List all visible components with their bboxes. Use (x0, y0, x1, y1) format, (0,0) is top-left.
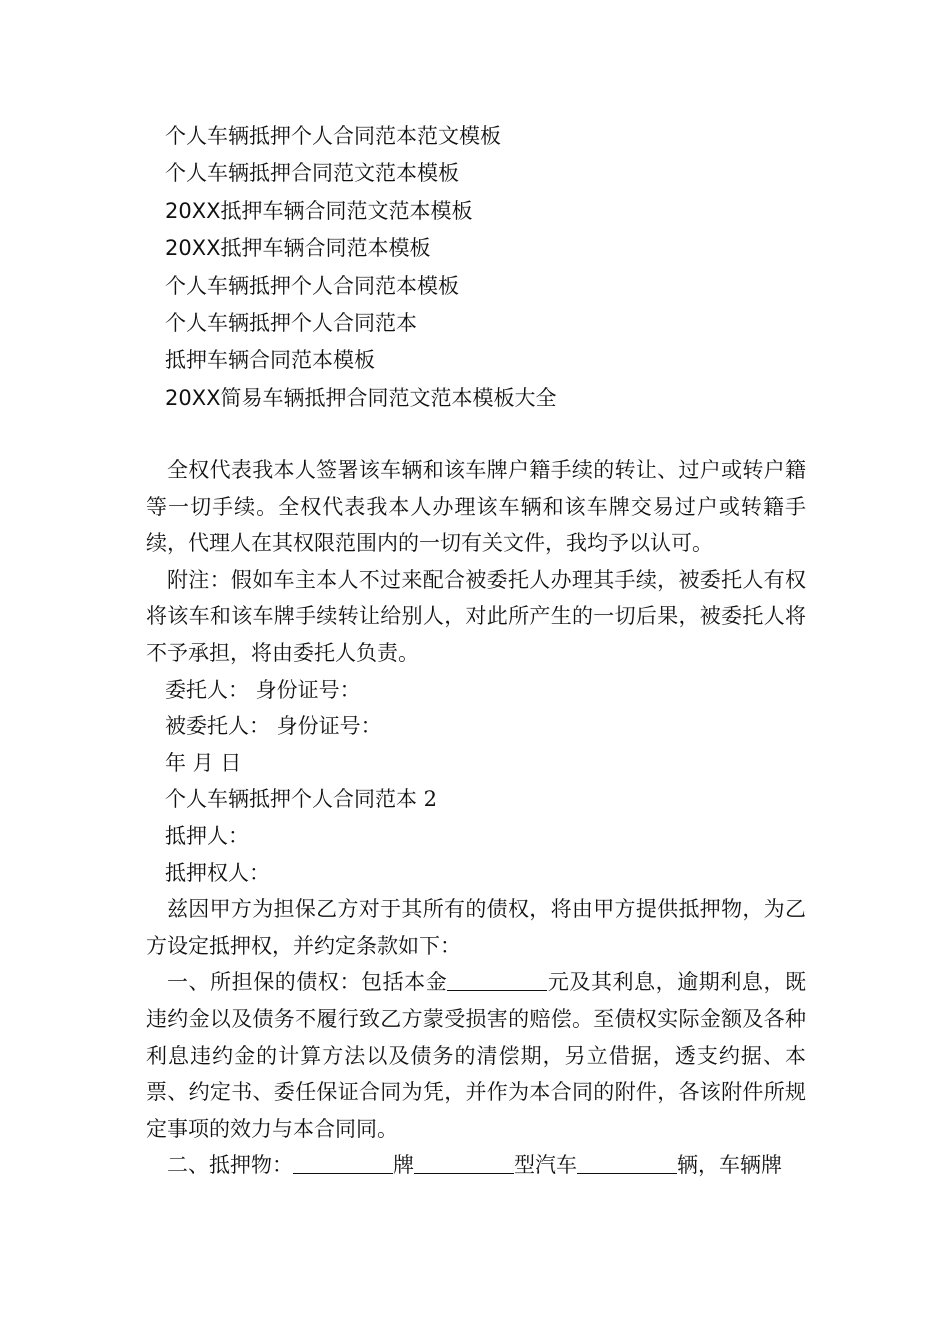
related-link[interactable]: 个人车辆抵押个人合同范本模板 (165, 273, 459, 298)
blank-field (447, 969, 547, 991)
paragraph-clause-2 (146, 1147, 806, 1184)
paragraph-preamble: 兹因甲方为担保乙方对于其所有的债权，将由甲方提供抵押物，为乙方设定抵押权，并约定条款如下： (146, 897, 806, 958)
related-link[interactable]: 20XX简易车辆抵押合同范文范本模板大全 (165, 385, 557, 410)
paragraph-note: 附注：假如车主本人不过来配合被委托人办理其手续，被委托人有权将该车和该车牌手续转让给别人，对此所产生的一切后果，被委托人将不予承担，将由委托人负责。 (146, 567, 806, 665)
mortgagee-line: 抵押权人： (165, 860, 270, 885)
mortgagor-line: 抵押人： (165, 823, 249, 848)
paragraph-clause-1 (146, 964, 806, 1147)
document-body (146, 452, 806, 1184)
blank-field (293, 1152, 393, 1174)
date-line: 年 月 日 (165, 750, 242, 775)
related-link[interactable]: 20XX抵押车辆合同范本模板 (165, 236, 431, 261)
related-link[interactable]: 抵押车辆合同范本模板 (165, 348, 375, 373)
related-link[interactable]: 个人车辆抵押合同范文范本模板 (165, 161, 459, 186)
clause-2-text-a: 二、抵押物： (167, 1153, 293, 1178)
clause-2-text-b: 牌 (393, 1153, 414, 1178)
related-link[interactable]: 个人车辆抵押个人合同范本 (165, 310, 417, 335)
clause-2-text-c: 型汽车 (514, 1153, 577, 1178)
clause-1-text-b: 元及其利息，逾期利息，既违约金以及债务不履行致乙方蒙受损害的赔偿。至债权实际金额及各种利息违约金的计算方法以及债务的清偿期，另立借据，透支约据、本票、约定书、委任保证合同为凭，并作为本合同的附件，各该附件所规定事项的效力与本合同同。 (146, 970, 807, 1141)
related-link[interactable]: 个人车辆抵押个人合同范本范文模板 (165, 124, 501, 148)
paragraph-authorization: 全权代表我本人签署该车辆和该车牌户籍手续的转让、过户或转户籍等一切手续。全权代表我本人办理该车辆和该车牌交易过户或转籍手续，代理人在其权限范围内的一切有关文件，我均予以认可。 (146, 458, 806, 556)
blank-field (414, 1152, 514, 1174)
blank-field (577, 1152, 677, 1174)
related-links-list (165, 118, 805, 417)
principal-id-line: 委托人： 身份证号： (165, 677, 361, 702)
clause-1-text-a: 一、所担保的债权：包括本金 (167, 970, 448, 995)
section-title: 个人车辆抵押个人合同范本 2 (165, 787, 438, 812)
clause-2-text-d: 辆，车辆牌 (677, 1153, 782, 1178)
related-link[interactable]: 20XX抵押车辆合同范文范本模板 (165, 198, 473, 223)
agent-id-line: 被委托人： 身份证号： (165, 714, 382, 739)
